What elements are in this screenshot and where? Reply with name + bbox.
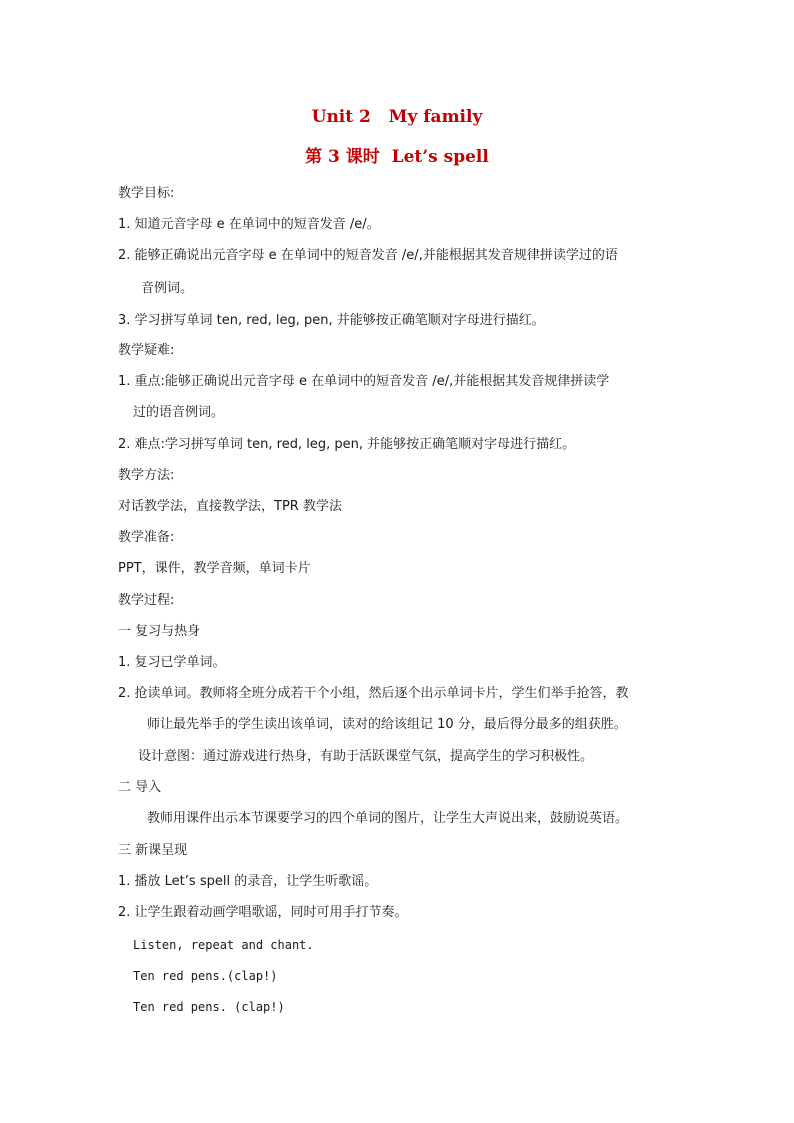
difficulty-item-1: 1. 重点:能够正确说出元音字母 e 在单词中的短音发音 /e/,并能根据其发音规律拼读学 bbox=[118, 374, 610, 389]
methods-text: 对话教学法，直接教学法，TPR 教学法 bbox=[118, 499, 342, 514]
presentation-item-2: 2. 让学生跟着动画学唱歌谣，同时可用手打节奏。 bbox=[118, 905, 408, 920]
section-heading-methods: 教学方法: bbox=[118, 468, 175, 483]
objective-item-1: 1. 知道元音字母 e 在单词中的短音发音 /e/。 bbox=[118, 217, 380, 232]
step-heading-presentation: 三 新课呈现 bbox=[118, 843, 188, 858]
chant-line-2: Ten red pens. (clap!) bbox=[133, 1000, 285, 1014]
objective-item-3: 3. 学习拼写单词 ten, red, leg, pen, 并能够按正确笔顺对字母进行描红。 bbox=[118, 313, 545, 328]
section-heading-process: 教学过程: bbox=[118, 593, 175, 608]
review-item-2-cont: 师让最先举手的学生读出该单词，读对的给该组记 10 分，最后得分最多的组获胜。 bbox=[147, 717, 627, 732]
chant-line-1: Ten red pens.(clap!) bbox=[133, 969, 278, 983]
section-heading-preparation: 教学准备: bbox=[118, 530, 175, 545]
document-title: Unit 2 My family bbox=[311, 107, 483, 127]
step-heading-review: 一 复习与热身 bbox=[118, 624, 201, 639]
review-item-2: 2. 抢读单词。教师将全班分成若干个小组，然后逐个出示单词卡片，学生们举手抢答，教 bbox=[118, 686, 629, 701]
chant-instruction: Listen, repeat and chant. bbox=[133, 938, 314, 952]
section-heading-objectives: 教学目标: bbox=[118, 186, 175, 201]
design-intent: 设计意图：通过游戏进行热身，有助于活跃课堂气氛，提高学生的学习积极性。 bbox=[138, 749, 594, 764]
review-item-1: 1. 复习已学单词。 bbox=[118, 655, 226, 670]
presentation-item-1: 1. 播放 Let’s spell 的录音，让学生听歌谣。 bbox=[118, 874, 378, 889]
step-heading-introduction: 二 导入 bbox=[118, 780, 162, 795]
section-heading-difficulties: 教学疑难: bbox=[118, 343, 175, 358]
objective-item-2-cont: 音例词。 bbox=[141, 281, 194, 296]
difficulty-item-2: 2. 难点:学习拼写单词 ten, red, leg, pen, 并能够按正确笔顺对字母进行描红。 bbox=[118, 437, 576, 452]
lesson-subtitle: 第 3 课时 Let’s spell bbox=[305, 147, 489, 167]
objective-item-2: 2. 能够正确说出元音字母 e 在单词中的短音发音 /e/,并能根据其发音规律拼读学过的语 bbox=[118, 248, 618, 263]
preparation-text: PPT，课件，教学音频，单词卡片 bbox=[118, 561, 311, 576]
difficulty-item-1-cont: 过的语音例词。 bbox=[133, 405, 225, 420]
introduction-text: 教师用课件出示本节课要学习的四个单词的图片，让学生大声说出来，鼓励说英语。 bbox=[147, 811, 629, 826]
